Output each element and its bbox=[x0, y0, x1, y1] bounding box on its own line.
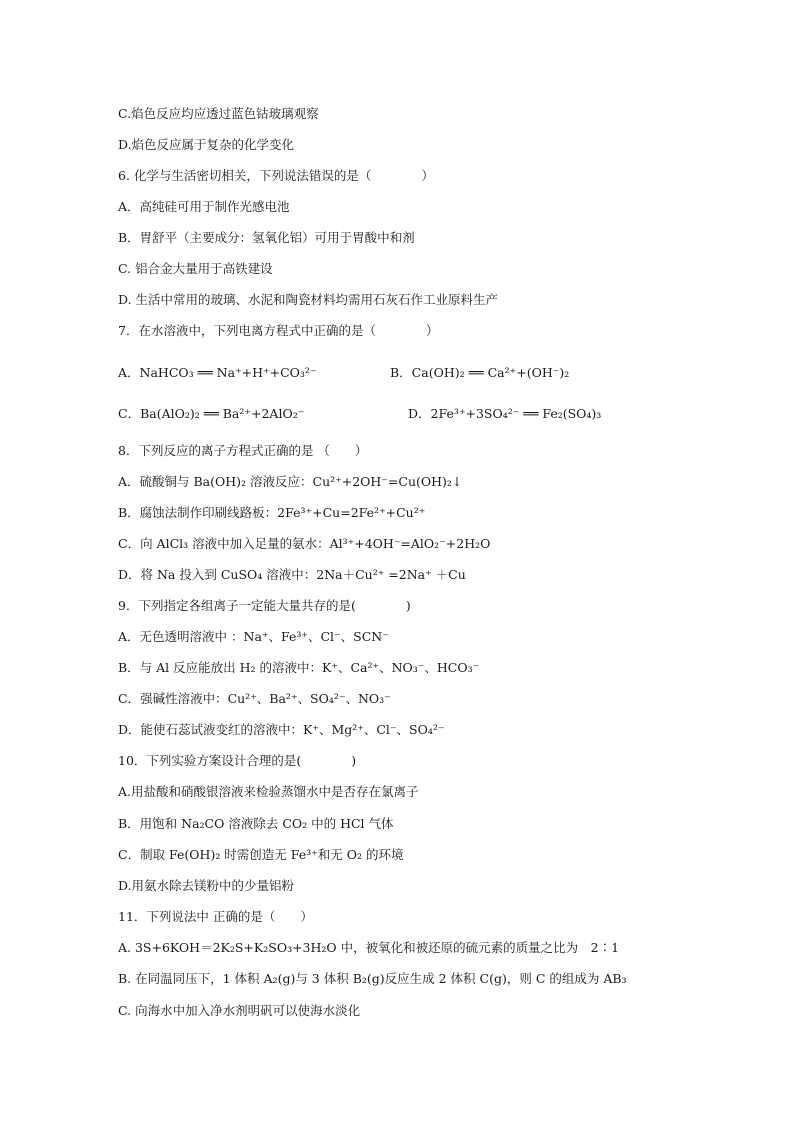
question-10-stem: 10．下列实验方案设计合理的是( ) bbox=[118, 753, 357, 768]
text-line: C.焰色反应均应透过蓝色钴玻璃观察 bbox=[118, 106, 319, 121]
option-b: B．与 Al 反应能放出 H₂ 的溶液中：K⁺、Ca²⁺、NO₃⁻、HCO₃⁻ bbox=[118, 660, 480, 675]
q7-option-b: B．Ca(OH)₂ ══ Ca²⁺+(OH⁻)₂ bbox=[390, 365, 570, 380]
option-a: A.用盐酸和硝酸银溶液来检验蒸馏水中是否存在氯离子 bbox=[118, 784, 419, 799]
q7-option-a: A．NaHCO₃ ══ Na⁺+H⁺+CO₃²⁻ bbox=[118, 365, 317, 380]
option-c: C．强碱性溶液中：Cu²⁺、Ba²⁺、SO₄²⁻、NO₃⁻ bbox=[118, 691, 391, 706]
q7-option-d: D．2Fe³⁺+3SO₄²⁻ ══ Fe₂(SO₄)₃ bbox=[408, 406, 602, 421]
option-d: D. 生活中常用的玻璃、水泥和陶瓷材料均需用石灰石作工业原料生产 bbox=[118, 292, 499, 307]
option-b: B．用饱和 Na₂CO 溶液除去 CO₂ 中的 HCl 气体 bbox=[118, 816, 394, 831]
option-d: D．能使石蕊试液变红的溶液中：K⁺、Mg²⁺、Cl⁻、SO₄²⁻ bbox=[118, 722, 445, 737]
option-a: A．硫酸铜与 Ba(OH)₂ 溶液反应：Cu²⁺+2OH⁻=Cu(OH)₂↓ bbox=[118, 474, 463, 489]
option-b: B. 在同温同压下，1 体积 A₂(g)与 3 体积 B₂(g)反应生成 2 体积 C(g)，则 C 的组成为 AB₃ bbox=[118, 971, 627, 986]
question-9-stem: 9．下列指定各组离子一定能大量共存的是( ) bbox=[118, 598, 411, 613]
question-6-stem: 6. 化学与生活密切相关，下列说法错误的是（ ） bbox=[118, 168, 434, 183]
option-b: B．胃舒平（主要成分：氢氧化铝）可用于胃酸中和剂 bbox=[118, 230, 415, 245]
option-a: A．无色透明溶液中 ：Na⁺、Fe³⁺、Cl⁻、SCN⁻ bbox=[118, 629, 389, 644]
question-7-stem: 7．在水溶液中，下列电离方程式中正确的是（ ） bbox=[118, 323, 439, 338]
option-c: C. 向海水中加入净水剂明矾可以使海水淡化 bbox=[118, 1003, 361, 1018]
option-a: A. 3S+6KOH＝2K₂S+K₂SO₃+3H₂O 中，被氧化和被还原的硫元素的质量之比为 2∶1 bbox=[118, 940, 620, 955]
question-11-stem: 11．下列说法中 正确的是（ ） bbox=[118, 909, 313, 924]
option-c: C. 铝合金大量用于高铁建设 bbox=[118, 261, 273, 276]
q7-option-c: C．Ba(AlO₂)₂ ══ Ba²⁺+2AlO₂⁻ bbox=[118, 406, 305, 421]
option-a: A．高纯硅可用于制作光感电池 bbox=[118, 199, 290, 214]
question-8-stem: 8．下列反应的离子方程式正确的是 （ ） bbox=[118, 443, 368, 458]
option-d: D．将 Na 投入到 CuSO₄ 溶液中：2Na＋Cu²⁺ =2Na⁺ ＋Cu bbox=[118, 567, 466, 582]
option-c: C．向 AlCl₃ 溶液中加入足量的氨水：Al³⁺+4OH⁻=AlO₂⁻+2H₂O bbox=[118, 536, 491, 551]
option-c: C．制取 Fe(OH)₂ 时需创造无 Fe³⁺和无 O₂ 的环境 bbox=[118, 847, 404, 862]
option-d: D.用氨水除去镁粉中的少量铝粉 bbox=[118, 878, 295, 893]
text-line: D.焰色反应属于复杂的化学变化 bbox=[118, 137, 295, 152]
option-b: B．腐蚀法制作印刷线路板：2Fe³⁺+Cu=2Fe²⁺+Cu²⁺ bbox=[118, 505, 426, 520]
